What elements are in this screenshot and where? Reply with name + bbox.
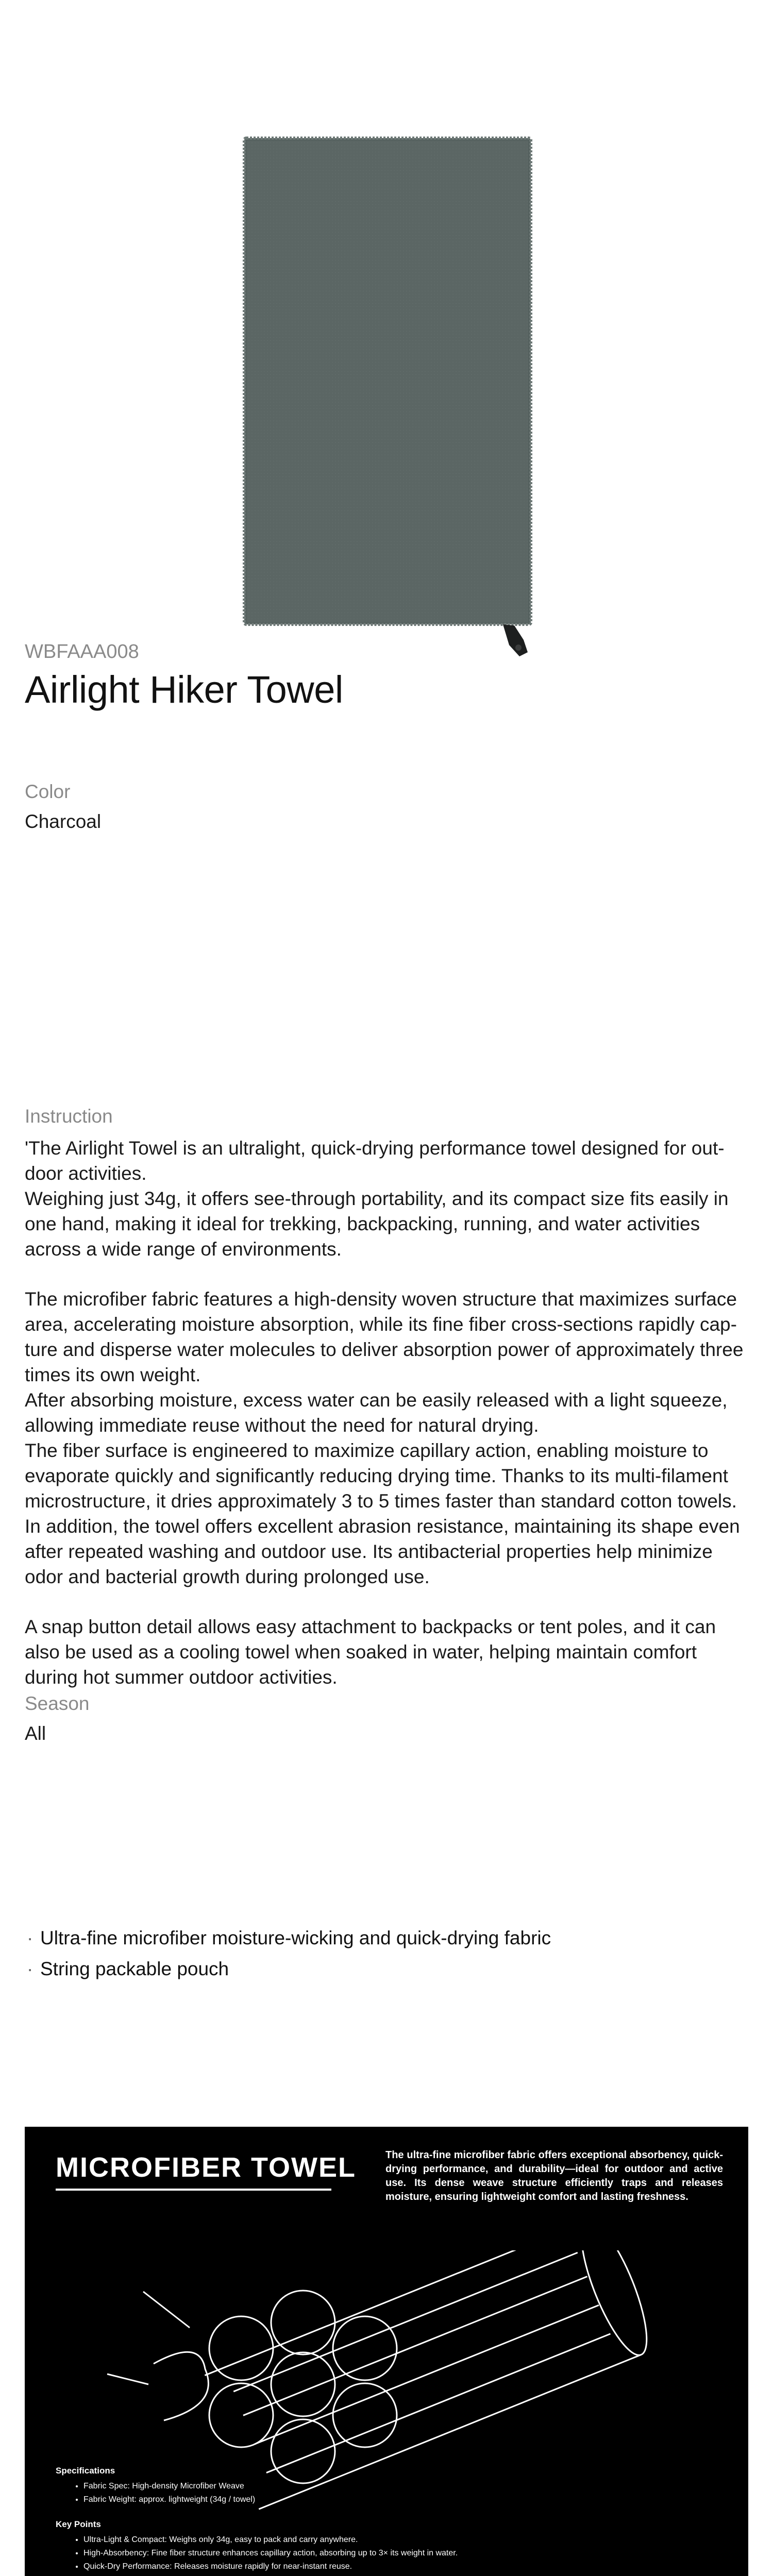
key-point: • Quick-Dry Performance: Releases moisture rapidly for near-instant reuse. xyxy=(83,2560,519,2573)
product-title: Airlight Hiker Towel xyxy=(25,668,343,711)
key-point: • Ultra-Light & Compact: Weighs only 34g, easy to pack and carry anywhere. xyxy=(83,2533,519,2547)
instruction-paragraph: A snap button detail allows easy attachment to backpacks or tent poles, and it can also be used as a cooling towel when soaked in water, helping maintain comfort during hot summer outdoor activities. xyxy=(25,1616,716,1688)
color-value: Charcoal xyxy=(25,811,102,832)
feature-item: · String packable pouch xyxy=(25,1954,748,1985)
instruction-paragraph: 'The Airlight Towel is an ultralight, quick-drying performance towel designed for out-door activities. xyxy=(25,1138,725,1184)
spec-heading: Specifications xyxy=(56,2466,115,2476)
color-label: Color xyxy=(25,781,71,802)
banner-specs xyxy=(56,2464,519,2576)
spec-item: • Fabric Spec: High-density Microfiber Weave xyxy=(83,2480,519,2493)
season-value: All xyxy=(25,1723,46,1744)
season-label: Season xyxy=(25,1693,90,1714)
key-point xyxy=(83,2573,519,2576)
instruction-paragraph: After absorbing moisture, excess water can be easily released with a light squeeze, allowing immediate reuse without the need for natural drying. xyxy=(25,1389,728,1436)
spec-item: • Fabric Weight: approx. lightweight (34g / towel) xyxy=(83,2493,519,2506)
instruction-text xyxy=(25,1136,748,1690)
towel-illustration xyxy=(241,135,537,660)
instruction-label: Instruction xyxy=(25,1106,113,1127)
banner-description: The ultra-fine microfiber fabric offers exceptional absorbency, quick-drying performance, and durability—ideal for outdoor and active use. Its dense weave structure efficiently traps and releases moisture, ensuring lightweight comfort and lasting freshness. xyxy=(385,2149,723,2202)
banner-title: MICROFIBER TOWEL xyxy=(56,2152,356,2183)
product-code: WBFAAA008 xyxy=(25,641,139,663)
microfiber-banner xyxy=(25,2127,748,2576)
instruction-paragraph: The microfiber fabric features a high-density woven structure that maximizes surface area, accelerating moisture absorption, while its fine fiber cross-sections rapidly cap-ture and disperse water molecules to deliver absorption power of approximately three times its own weight. xyxy=(25,1289,744,1385)
key-point: • High-Absorbency: Fine fiber structure enhances capillary action, absorbing up to 3× its weight in water. xyxy=(83,2547,519,2560)
banner-divider xyxy=(56,2189,331,2191)
key-points-heading: Key Points xyxy=(56,2519,101,2529)
product-hero-image xyxy=(0,0,773,598)
feature-item: · Ultra-fine microfiber moisture-wicking and quick-drying fabric xyxy=(25,1923,748,1954)
feature-list xyxy=(25,1923,748,1985)
instruction-paragraph: Weighing just 34g, it offers see-through portability, and its compact size fits easily in one hand, making it ideal for trekking, backpacking, running, and water activities across a wide range of environments. xyxy=(25,1188,729,1260)
instruction-paragraph: The fiber surface is engineered to maximize capillary action, enabling moisture to evaporate quickly and significantly reducing drying time. Thanks to its multi-filament microstructure, it dries approximately 3 to 5 times faster than standard cotton towels. In addition, the towel offers excellent abrasion resistance, maintaining its shape even after repeated washing and outdoor use. Its antibacterial properties help minimize odor and bacterial growth during prolonged use. xyxy=(25,1440,740,1587)
